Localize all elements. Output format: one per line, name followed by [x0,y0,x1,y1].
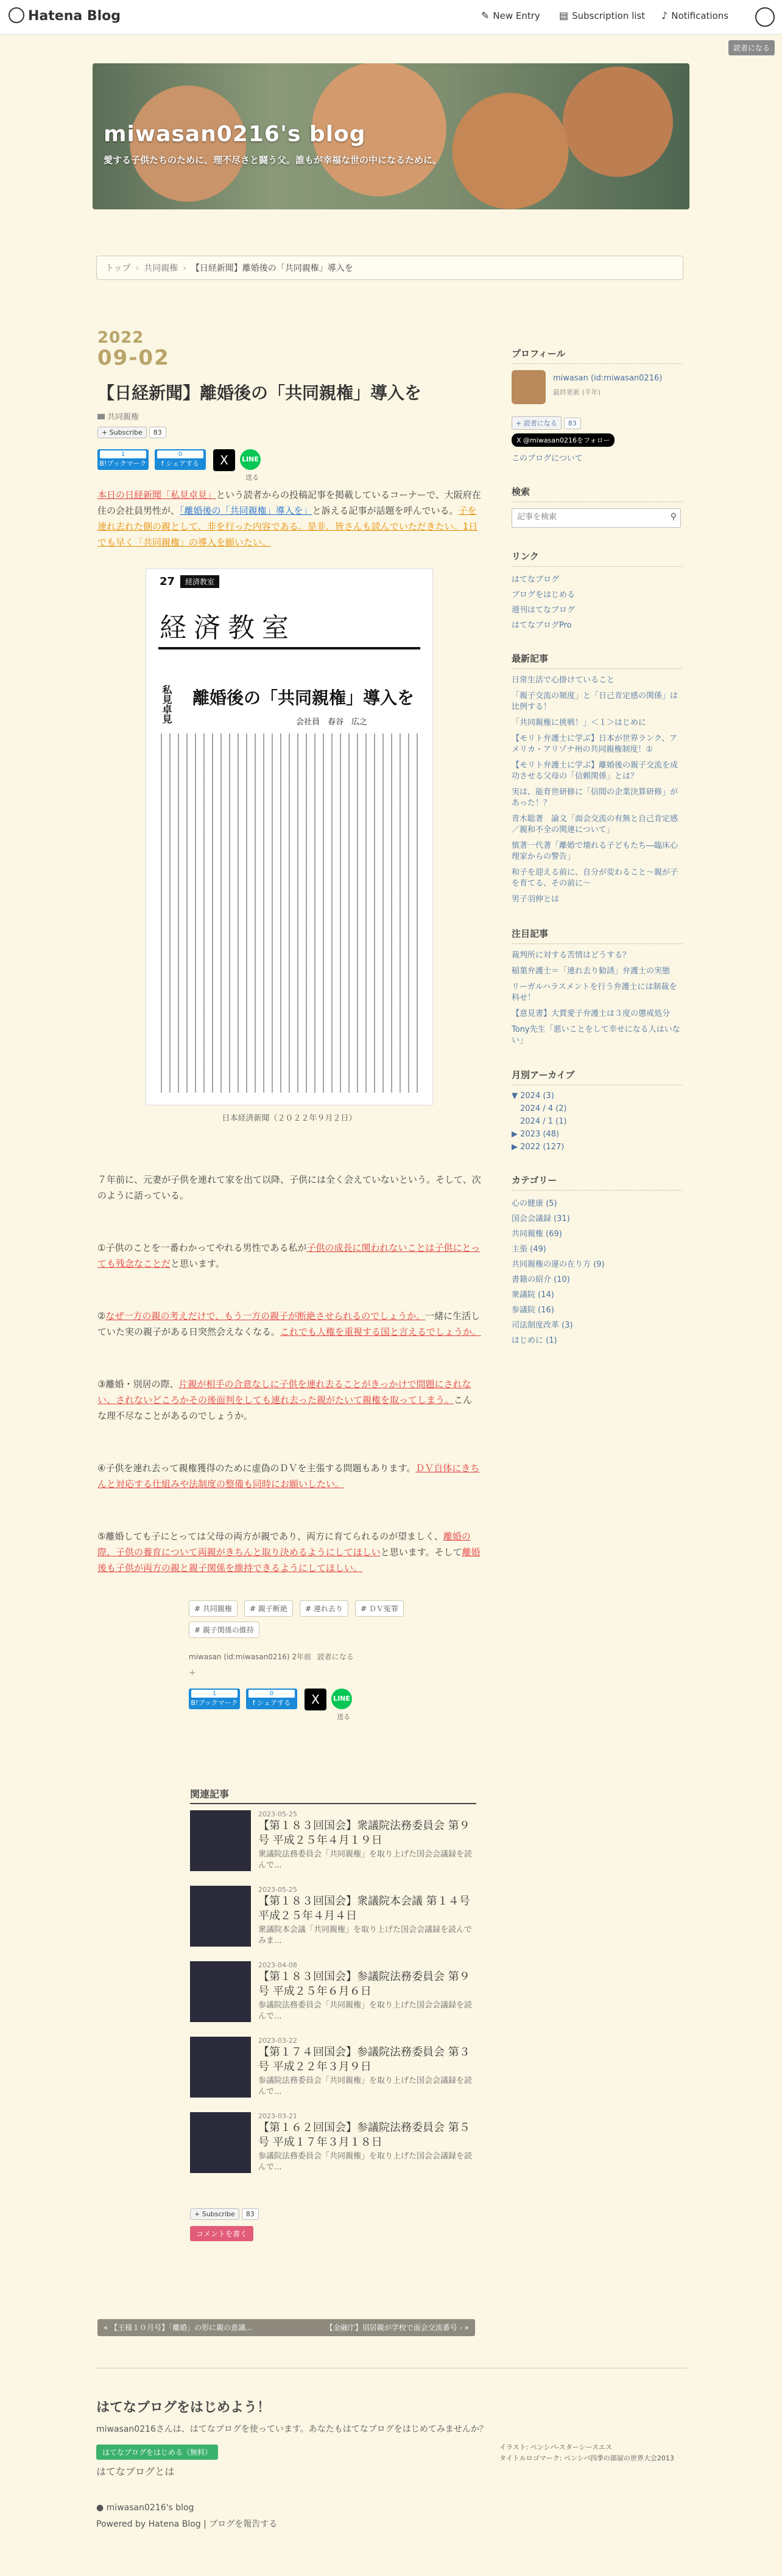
notifications-label: Notifications [671,10,729,21]
related-thumbnail[interactable] [190,2037,251,2098]
archive-item[interactable]: ▶ 2022 (127) [512,1143,565,1152]
credit-logo: タイトルロゴマーク: ペンシバ四季の部屋の世界大会2013 [499,2454,674,2462]
category-item[interactable]: はじめに (1) [512,1336,557,1345]
clip-rule [158,647,420,649]
related-excerpt: 衆議院本会議「共同親権」を取り上げた国会会議録を読んでみま... [258,1925,473,1945]
blog-title[interactable]: miwasan0216's blog [104,122,366,147]
profile-read-label: 読者になる [523,419,557,427]
p3-highlight: 子供の成長に関われないことは子供にとっても残念なことだ [97,1242,481,1269]
paragraph-6 [97,1460,481,1492]
facebook-count: 0 [248,1690,295,1698]
search-input[interactable] [512,509,662,525]
p4-text-c: 一緒に生活していた実の親子がある日突然会えなくなる。 [97,1311,481,1337]
recent-item[interactable]: 男子羽伸とは [512,895,560,904]
intro-text: という読者からの投稿記事を掲載しているコーナーで、大阪府在住の会社員男性が、 [97,489,481,516]
article [97,329,481,1720]
paragraph-2: ７年前に、元妻が子供を連れて家を出て以降、子供には全く会えていないという。そして、次のように語っている。 [97,1174,481,1201]
category-item[interactable]: 書籍の紹介 (10) [512,1275,570,1284]
p7-highlight: 離婚の際、子供の養育について両親がきちんと取り決めるようにしてほしい [97,1531,471,1558]
related-date: 2023-04-08 [258,1961,297,1969]
subscription-list-link[interactable] [559,10,645,21]
subscribe-button[interactable]: + Subscribe [97,427,147,438]
clip-page-number: 27 [160,575,175,588]
p5-highlight: 片親が相手の合意なしに子供を連れ去ることがきっかけで問題にされない、されないどころかその後面判をしても連れ去った親がたいて親権を取ってしまう。 [97,1379,471,1405]
paragraph-4 [97,1308,481,1340]
cta-text: miwasan0216さんは、はてなブログを使っています。あなたもはてなブログをはじめてみませんか？ [96,2424,488,2434]
facebook-label: f シェアする [252,1699,291,1707]
subscription-list-label: Subscription list [572,10,646,21]
logo-text: Hatena Blog [28,9,121,24]
author-line [189,1651,481,1662]
folder-icon [97,414,105,419]
p5-text-a: ③離婚・別居の際、 [97,1379,179,1390]
paragraph-7 [97,1528,481,1576]
featured-heading: 注目記事 [512,927,682,944]
breadcrumb-separator: › [135,264,139,273]
footer [0,2362,782,2576]
breadcrumb-top[interactable]: トップ [105,264,131,273]
profile-sub: 最終更新 (半年) [553,388,601,396]
blog-banner [93,63,689,209]
hatena-logo[interactable] [9,9,121,24]
tag-label: 親子関係の維持 [202,1626,254,1634]
recent-item[interactable]: 【モリト弁護士に学ぶ】離婚後の親子交流を成功させる父母の「信頼関係」とは？ [512,761,678,781]
new-entry-link[interactable] [481,10,540,21]
notifications-link[interactable] [661,10,728,21]
profile-heading: プロフィール [512,347,682,364]
related-thumbnail[interactable] [190,1810,251,1871]
newspaper-clipping [146,569,433,1105]
paragraph-3 [97,1240,481,1272]
clip-heading: 経済教室 [160,612,296,643]
featured-item[interactable]: 稲葉弁護士＝「連れ去り勧誘」弁護士の実態 [512,967,671,976]
p3-text-c: と思います。 [171,1258,225,1269]
category-heading: カテゴリー [512,1174,682,1191]
pager [97,2319,475,2336]
line-label: LINE [242,455,259,463]
related-date: 2023-05-25 [258,1810,297,1818]
avatar[interactable] [512,370,546,404]
p6-text-a: ④子供を連れ去って親権獲得のために虚偽のＤＶを主張する問題もあります。 [97,1463,416,1474]
paragraph-5 [97,1376,481,1424]
related-heading: 関連記事 [190,1787,476,1804]
category-item[interactable]: 衆議院 (14) [512,1290,554,1300]
x-follow-label: @miwasan0216をフォロー [523,436,610,444]
comment-button[interactable]: コメントを書く [190,2226,253,2241]
recent-item[interactable]: 和子を迎える前に、自分が変わること〜親が子を育てる、その前に〜 [512,868,678,888]
related-title[interactable]: 【第１８３回国会】衆議院法務委員会 第９号 平成２５年４月１９日 [258,1819,470,1847]
subscribe-label: Subscribe [109,429,143,436]
archive-item[interactable]: 2024 / 4 (2) [520,1104,567,1113]
facebook-share-button[interactable] [155,449,206,470]
breadcrumb-category[interactable]: 共同親権 [144,264,178,273]
breadcrumb [96,256,683,280]
link-item[interactable]: はてなブログ [512,575,560,584]
related-date: 2023-05-25 [258,1886,297,1894]
clip-headline: 離婚後の「共同親権」導入を [192,688,415,708]
related-item[interactable] [190,1804,476,1880]
intro-text2: と訴える記事が話題を呼んでいる。 [312,505,459,516]
related-item[interactable] [190,1880,476,1955]
category-item[interactable]: 主張 (49) [512,1245,546,1254]
related-excerpt: 参議院法務委員会「共同親権」を取り上げた国会会議録を読んで... [258,2152,473,2172]
p4-highlight-2: これでも人権を重視する国と言えるでしょうか。 [280,1326,481,1337]
p7-text-a: ⑤離婚しても子にとっては父母の両方が親であり、両方に育てられるのが望ましく、 [97,1531,443,1542]
search-icon[interactable]: ⚲ [670,512,677,522]
related-title[interactable]: 【第１７４回国会】参議院法務委員会 第３号 平成２２年３月９日 [258,2046,470,2073]
facebook-share-button-bottom[interactable] [246,1689,297,1709]
cta-heading: はてなブログをはじめよう！ [96,2400,271,2415]
archive-item[interactable]: ▼ 2024 (3) [512,1091,554,1101]
category-item[interactable]: 参議院 (16) [512,1306,554,1315]
p7-highlight-2: 離婚後も子供が両方の親と親子関係を維持できるようにしてほしい。 [97,1547,481,1573]
tag-2[interactable]: # 親子断絶 [244,1600,293,1617]
list-icon: ▤ [559,10,569,21]
tag-1[interactable]: # 共同親権 [189,1600,238,1617]
subscribe-button-bottom[interactable]: + Subscribe [190,2208,239,2220]
pager-next[interactable]: 【金融庁】別居親が学校で面会交流番号 - » [325,2323,469,2332]
intro-highlight: 子を連れ去れた側の親として、非を行った内容である。是非、皆さんも読んでいただきたい。1日でも早く「共同親権」の導入を願いたい。 [97,505,478,548]
search-heading: 検索 [512,485,682,502]
related-excerpt: 衆議院法務委員会「共同親権」を取り上げた国会会議録を読んで... [258,1850,473,1870]
intro-link[interactable]: 本日の日経新聞「私見卓見」 [97,489,217,500]
p4-highlight: なぜ一方の親の考えだけで、もう一方の親子が断絶させられるのでしょうか。 [105,1311,426,1321]
tag-label: 連れ去り [313,1605,343,1613]
x-follow-button[interactable]: X @miwasan0216をフォロー [512,433,615,447]
related-thumbnail[interactable] [190,1886,251,1947]
related-title[interactable]: 【第１８３回国会】衆議院本会議 第１４号 平成２５年４月４日 [258,1895,470,1922]
related-item[interactable] [190,1955,476,2031]
user-menu-icon[interactable] [755,7,775,27]
related-item[interactable] [190,2106,476,2182]
recent-item[interactable]: 「共同親権に挑戦！」＜１＞はじめに [512,718,647,727]
tag-4[interactable]: # ＤＶ冤罪 [355,1600,404,1617]
featured-item[interactable]: 裁判所に対する苦情はどうする？ [512,951,631,960]
hatebu-count: 1 [191,1690,238,1698]
tag-label: 親子断絶 [258,1605,287,1613]
breadcrumb-separator: › [183,264,186,273]
article-date: 09-02 [97,346,170,370]
line-share-icon[interactable] [240,449,261,470]
clip-text-columns [158,733,420,1093]
x-share-icon[interactable]: X [213,449,235,471]
p7-text-c: と思います。そして [380,1547,462,1558]
tag-label: ＤＶ冤罪 [368,1605,398,1613]
line-share-icon[interactable] [331,1689,352,1709]
x-share-icon[interactable]: X [305,1689,326,1710]
article-category[interactable] [97,410,481,422]
footer-blog-name-text: miwasan0216's blog [106,2503,194,2513]
article-title[interactable]: 【日経新聞】離婚後の「共同親権」導入を [97,383,422,403]
links-heading: リンク [512,550,682,567]
related-thumbnail[interactable] [190,1961,251,2022]
related-title[interactable]: 【第１６２回国会】参議院法務委員会 第５号 平成１７年３月１８日 [258,2121,470,2149]
featured-item[interactable]: Tony先生「悪いことをして幸せになる人はいない」 [512,1025,680,1045]
author-text[interactable]: miwasan (id:miwasan0216) 2年前 [189,1653,311,1661]
category-item[interactable]: 心の健康 (5) [512,1199,557,1208]
related-entries [190,1787,476,2241]
facebook-count: 0 [157,450,203,458]
featured-item[interactable]: 【意見書】大貫愛子弁護士は３度の懲戒処分 [512,1009,671,1018]
archive-item[interactable]: ▶ 2023 (48) [512,1130,560,1139]
facebook-label: f シェアする [161,460,200,467]
footer-blog-name[interactable] [96,2503,194,2513]
clip-corner: 私見卓見 [161,685,172,724]
archive-heading: 月別アーカイブ [512,1068,682,1085]
subscribe-label: Subscribe [202,2210,235,2218]
p6-highlight: ＤＶ自体にきちんと対応する仕組みや法制度の整備も同時にお願いしたい。 [97,1463,480,1489]
line-send-label: 送る [245,474,259,481]
category-item[interactable]: 国会会議録 (31) [512,1214,570,1223]
clip-section-tag: 経済教室 [180,575,219,588]
recent-item[interactable]: 青木聡著 論文「面会交流の有無と自己肯定感／親和不全の関連について」 [512,814,678,835]
archive-item[interactable]: 2024 / 1 (1) [520,1117,567,1126]
tag-3[interactable]: # 連れ去り [300,1600,348,1617]
credit-illustration: イラスト: ペンシバ-スターシースエス [499,2443,613,2451]
link-item[interactable]: はてなブログPro [512,621,572,630]
p4-text-a: ② [97,1311,106,1321]
sidebar [512,347,682,1349]
share-buttons-bottom [189,1689,481,1720]
intro-paragraph [97,487,481,550]
related-item[interactable] [190,2031,476,2106]
related-excerpt: 参議院法務委員会「共同親権」を取り上げた国会会議録を読んで... [258,2001,473,2021]
about-blog-link[interactable]: このブログについて [512,454,583,463]
profile-count: 83 [564,418,581,429]
clip-author: 会社員 春谷 広之 [296,718,368,727]
star-button[interactable]: + [189,1668,196,1678]
related-title[interactable]: 【第１８３回国会】参議院法務委員会 第９号 平成２５年６月６日 [258,1970,470,1998]
category-item[interactable]: 司法制度改革 (3) [512,1321,573,1330]
intro-link2[interactable]: 「離婚後の「共同親権」導入を」 [180,505,312,516]
category-item[interactable]: 共同親権 (69) [512,1230,562,1239]
related-excerpt: 参議院法務委員会「共同親権」を取り上げた国会会議録を読んで... [258,2076,473,2096]
cta-button[interactable]: はてなブログをはじめる（無料） [96,2445,218,2460]
hatebu-label: B!ブックマーク [99,460,147,467]
footer-blog-icon: ● [96,2503,104,2513]
blog-description: 愛する子供たちのために、理不尽さと闘う父。誰もが幸福な世の中になるために。 [104,155,442,166]
bell-icon: ♪ [661,10,668,21]
hatena-logo-icon [9,7,24,23]
profile-name[interactable]: miwasan (id:miwasan0216) [553,374,663,383]
tag-5[interactable]: # 親子関係の維持 [189,1622,259,1638]
related-date: 2023-03-22 [258,2037,297,2045]
related-date: 2023-03-21 [258,2112,297,2120]
author-read-link[interactable]: 読者になる [317,1653,354,1661]
related-thumbnail[interactable] [190,2112,251,2173]
new-entry-label: New Entry [493,10,540,21]
clip-caption: 日本経済新聞（２０２２年９月２日） [222,1114,357,1123]
article-category-label: 共同親権 [107,413,139,422]
link-item[interactable]: 週刊はてなブログ [512,606,576,615]
line-send-label: 送る [337,1713,350,1721]
hatebu-label: B!ブックマーク [191,1699,238,1707]
hatebu-button[interactable] [97,449,149,470]
link-item[interactable]: ブログをはじめる [512,590,576,600]
share-buttons [97,449,481,481]
tag-label: 共同親権 [202,1605,232,1613]
pager-prev[interactable]: « 【王様１０月号】「離婚」の形に親の意識... [104,2323,253,2332]
global-header [0,0,782,35]
search-box [512,508,681,528]
category-item[interactable]: 共同親権の運の在り方 (9) [512,1260,605,1269]
p5-text-c: こんな理不尽なことがあるのでしょうか。 [97,1395,473,1421]
read-button-top[interactable]: 読者になる [728,40,775,55]
recent-item[interactable]: 【モリト弁護士に学ぶ】日本が世界ランク、アメリカ・アリゾナ州の共同親権制度！① [512,734,678,754]
breadcrumb-current: 【日経新聞】離婚後の「共同親権」導入を [191,264,353,273]
subscribe-count: 83 [242,2208,259,2220]
recent-item[interactable]: 日常生活で心掛けていること [512,676,615,685]
tag-list [189,1600,481,1643]
article-year: 2022 [97,329,144,347]
about-hatena-link[interactable]: はてなブログとは [96,2466,175,2477]
subscribe-count: 83 [149,427,166,438]
featured-item[interactable]: リーガルハラスメントを行う弁護士には制裁を科せ！ [512,982,677,1003]
hatebu-count: 1 [100,450,146,458]
line-label: LINE [333,1695,350,1703]
recent-heading: 最新記事 [512,652,682,669]
footer-powered[interactable]: Powered by Hatena Blog | ブログを報告する [96,2519,278,2529]
pencil-icon: ✎ [481,10,490,21]
hatebu-button-bottom[interactable] [189,1689,240,1709]
recent-item[interactable]: 慎著一代著「離婚で壊れる子どもたち―臨床心理家からの警告」 [512,841,678,861]
profile-read-button[interactable]: + 読者になる [512,416,562,430]
recent-item[interactable]: 実は、能育世研修に「信間の企業決算研修」があった！？ [512,788,678,808]
recent-item[interactable]: 「親子交流の頻度」と「日己肯定感の関係」は比例する！ [512,691,678,712]
p3-text-a: ①子供のことを一番わかってやれる男性である私が [97,1242,307,1253]
